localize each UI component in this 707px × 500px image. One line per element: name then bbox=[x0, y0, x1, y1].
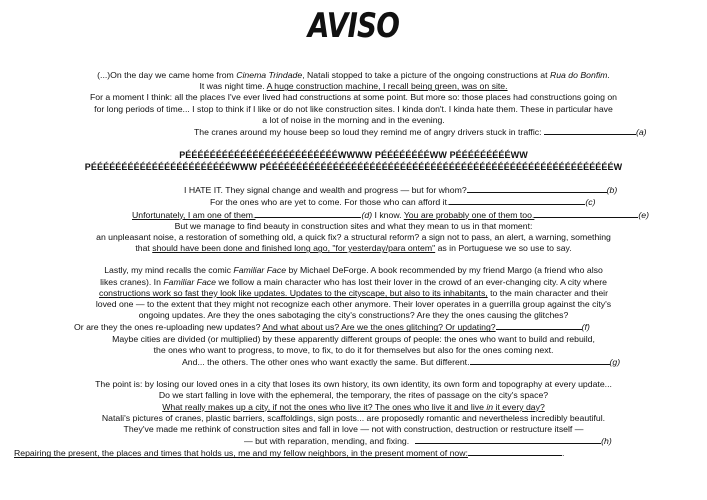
text-line: The point is: by losing our loved ones in a city that loses its own history, its own identity, its own form and topography at every update... bbox=[95, 379, 612, 390]
answer-blank-g[interactable] bbox=[470, 356, 610, 365]
text-line: For the ones who are yet to come. For those who can afford it. (c) bbox=[210, 197, 596, 208]
text-line: What really makes up a city, if not the ones who live it? The ones who live it and live in it every day? bbox=[162, 401, 545, 412]
text-line: Natali's pictures of cranes, plastic barriers, scaffoldings, sign posts... are proposedly romantic and nevertheless incredibly beautiful. bbox=[101, 412, 606, 423]
beep-text: PÉÉÉÉÉÉÉÉÉÉÉÉÉÉÉÉÉÉÉÉÉÉÉWWW PÉÉÉÉÉÉÉÉÉÉÉÉÉÉÉÉÉÉÉÉÉÉÉÉÉÉÉÉÉÉÉÉÉÉÉÉÉÉÉÉÉÉÉÉÉÉÉÉÉÉÉÉÉÉÉÉÉW bbox=[84, 162, 623, 173]
text-line: (...)On the day we came home from Cinema Trindade, Natali stopped to take a picture of the ongoing constructions at Rua do Bonfim. bbox=[97, 70, 610, 80]
text-line: Lastly, my mind recalls the comic Familiar Face by Michael DeForge. A book recommended by my friend Margo (a friend who also bbox=[104, 265, 603, 276]
label-b: (b) bbox=[606, 185, 618, 196]
answer-blank-c[interactable] bbox=[449, 196, 585, 205]
answer-blank-final[interactable] bbox=[468, 447, 562, 456]
text-line: And... the others. The other ones who want exactly the same. But different. (g) bbox=[182, 357, 621, 368]
label-f: (f) bbox=[581, 322, 590, 333]
text-line: The cranes around my house beep so loud they remind me of angry drivers stuck in traffic: (a) bbox=[194, 127, 647, 138]
text-line: likes cranes). In Familiar Face we follow a main character who has lost their lover in the crowd of an ever-changing city. A city where bbox=[100, 276, 607, 287]
text-line: the ones who want to progress, to move, to fix, to do it for themselves but also for the ones coming next. bbox=[153, 344, 554, 355]
text-line: I HATE IT. They signal change and wealth and progress — but for whom? (b) bbox=[184, 185, 618, 196]
text-line: It was night time. A huge construction machine, I recall being green, was on site. bbox=[199, 81, 508, 92]
answer-blank-f[interactable] bbox=[496, 321, 582, 330]
answer-blank-d[interactable] bbox=[255, 209, 361, 218]
text-line: For a moment I think: all the places I've ever lived had constructions at some point. But more so: those places had constructions going on bbox=[89, 92, 618, 103]
text-line: But we manage to find beauty in construction sites and what they mean to us in that moment: bbox=[174, 220, 533, 231]
beep-text: PÉÉÉÉÉÉÉÉÉÉÉÉÉÉÉÉÉÉÉÉÉÉÉÉÉWWWW PÉÉÉÉÉÉÉÉWW PÉÉÉÉÉÉÉÉÉWW bbox=[179, 150, 528, 161]
text-line: Unfortunately, I am one of them. (d) I know. You are probably one of them too. (e) bbox=[132, 209, 650, 220]
text-line: an unpleasant noise, a restoration of something old, a quick fix? a structural reform? a sign not to pass, an alert, a warning, something bbox=[96, 232, 611, 243]
text-line: ongoing updates. Are they the ones sabotaging the city's constructions? Are they the ones causing the glitches? bbox=[138, 310, 569, 321]
document-body bbox=[14, 70, 693, 460]
text-line: for long periods of time... I stop to think if I like or do not like construction sites. I kinda don't. I kinda hate them. These in particular have bbox=[94, 103, 613, 114]
text-line: Do we start falling in love with the ephemeral, the temporary, the rites of passage on the city's space? bbox=[158, 390, 549, 401]
answer-blank-b[interactable] bbox=[467, 184, 607, 193]
text-line: that should have been done and finished long ago, "for yesterday/para ontem" as in Portuguese we so use to say. bbox=[135, 243, 572, 254]
text-line: They've made me rethink of construction sites and fall in love — not with construction, destruction or restructure itself — bbox=[123, 424, 584, 435]
text-line: constructions work so fast they look like updates. Updates to the cityscape, but also to its inhabitants, to the main character and their bbox=[99, 287, 608, 298]
label-c: (c) bbox=[585, 197, 596, 208]
answer-blank-h[interactable] bbox=[415, 435, 601, 444]
answer-blank-e[interactable] bbox=[534, 209, 638, 218]
page-title: AVISO bbox=[307, 6, 400, 46]
text-line: — but with reparation, mending, and fixing. (h) bbox=[244, 436, 612, 447]
text-line: a lot of noise in the morning and in the evening. bbox=[262, 114, 445, 125]
label-g: (g) bbox=[609, 357, 621, 368]
label-d: (d) bbox=[361, 209, 373, 220]
answer-blank-a[interactable] bbox=[544, 126, 636, 135]
text-line: Maybe cities are divided (or multiplied) by these apparently different groups of people: the ones who want to build and rebuild, bbox=[112, 333, 595, 344]
text-line: Or are they the ones re-uploading new updates? And what about us? Are we the ones glitching? Or updating? (f) bbox=[74, 322, 590, 333]
text-line: Repairing the present, the places and times that holds us, me and my fellow neighbors, in the present moment of now: . bbox=[14, 448, 565, 459]
label-a: (a) bbox=[635, 127, 647, 138]
text-line: loved one — to the extent that they might not recognize each other anymore. Their lover operates in a guerrilla group against the city's bbox=[95, 299, 612, 310]
label-h: (h) bbox=[601, 436, 612, 447]
label-e: (e) bbox=[638, 209, 650, 220]
